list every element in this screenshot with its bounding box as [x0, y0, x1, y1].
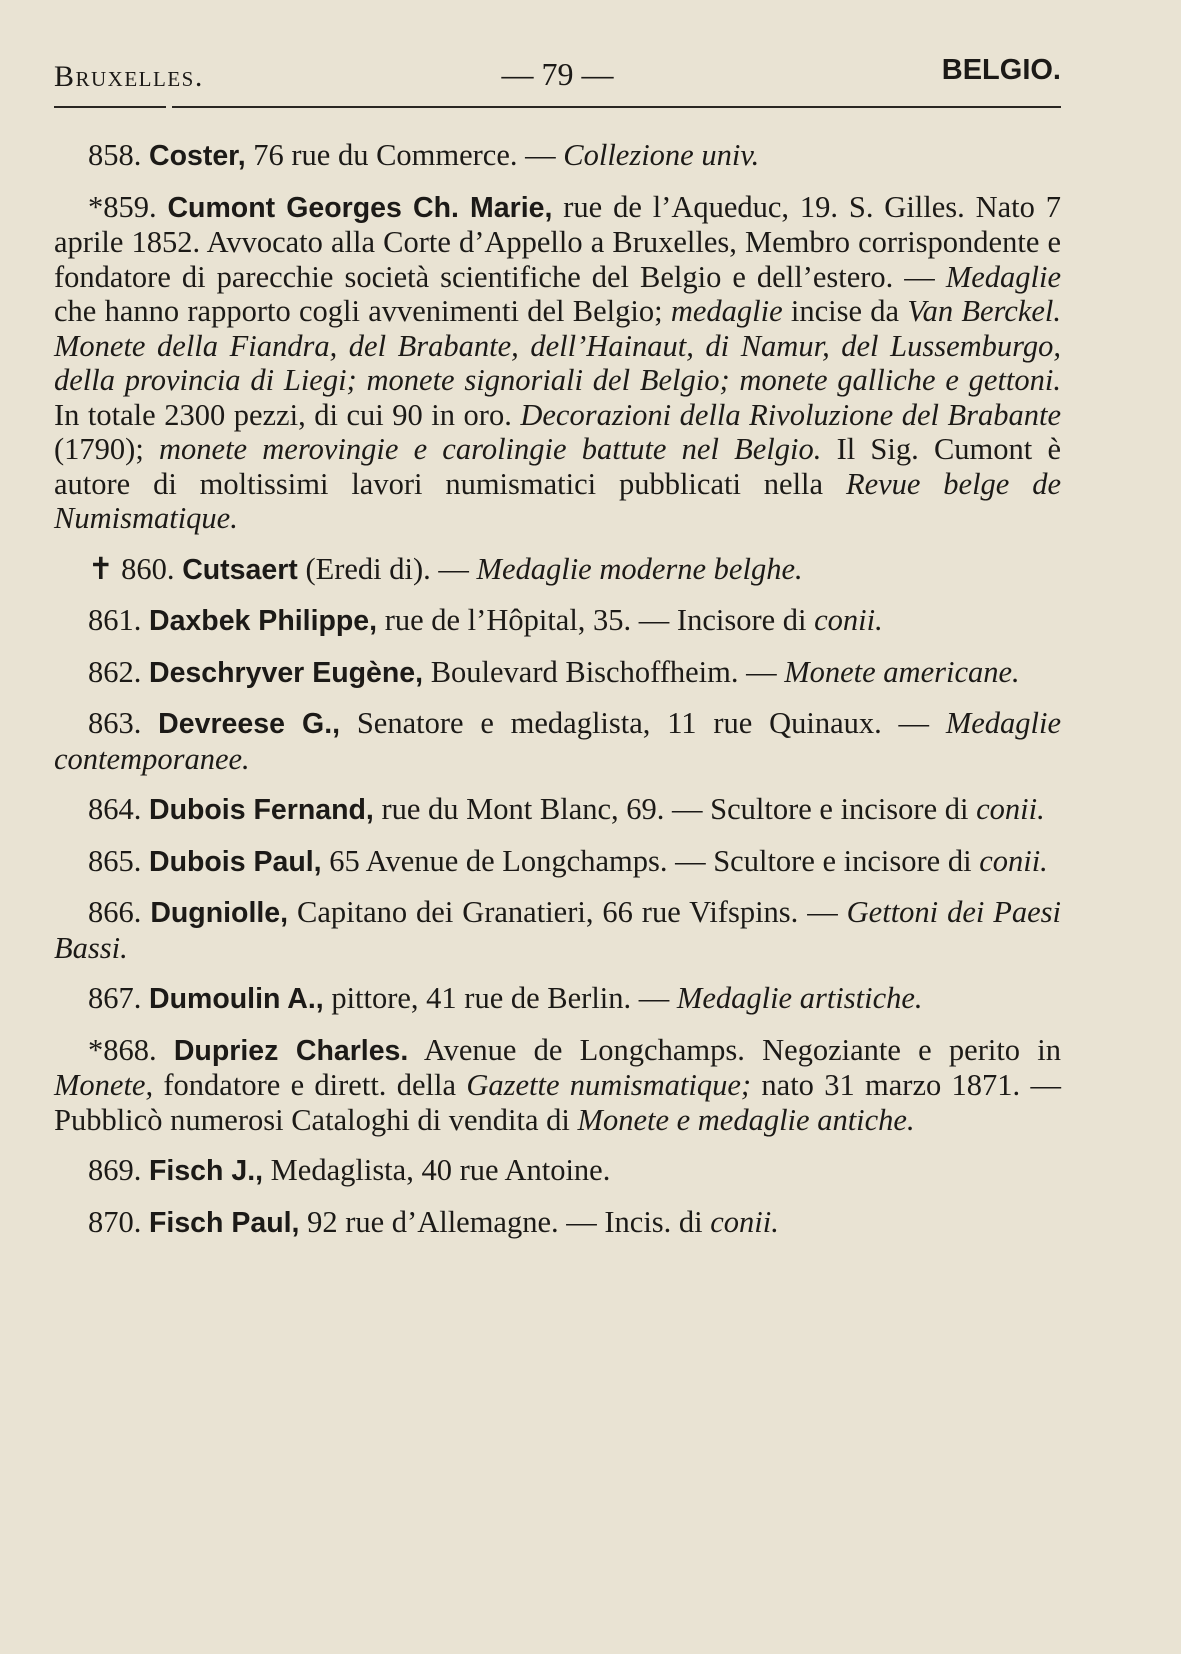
entry-number: 869.: [88, 1153, 142, 1187]
entry-number: 870.: [88, 1204, 142, 1239]
entry-870: [54, 1205, 1061, 1241]
entry-858: [54, 138, 1061, 174]
entry-868: [54, 1033, 1061, 1138]
entry-text: 92 rue d’Allemagne. — Incis. di: [299, 1204, 711, 1239]
entry-name: Dupriez Charles.: [173, 1034, 409, 1067]
entry-name: Dubois Fernand,: [149, 794, 374, 826]
entry-italic: conii.: [814, 603, 883, 637]
entry-number: *859.: [88, 189, 157, 224]
entry-text: pittore, 41 rue de Berlin. —: [323, 981, 677, 1015]
entry-text: Medaglista, 40 rue Antoine.: [263, 1153, 611, 1187]
entry-864: [54, 792, 1061, 828]
entry-name: Deschryver Eugène,: [149, 656, 424, 689]
entry-italic: Monete americane.: [784, 654, 1020, 689]
entry-name: Devreese G.,: [158, 708, 341, 740]
entry-italic: Collezione univ.: [563, 138, 760, 172]
entry-text: incise da: [782, 294, 908, 328]
entry-860: [54, 552, 1061, 588]
entry-italic: conii.: [979, 843, 1048, 878]
entry-italic: Monete e medaglie antiche.: [577, 1102, 915, 1137]
entry-number: 865.: [88, 843, 142, 878]
header-rule: [54, 106, 1061, 108]
entry-861: [54, 603, 1061, 639]
entry-name: Dugniolle,: [150, 897, 289, 929]
entry-867: [54, 981, 1061, 1017]
entry-text: Avenue de Longchamps. Negoziante e perito in: [408, 1032, 1061, 1067]
entry-italic: Medaglie moderne belghe.: [476, 551, 803, 586]
entry-italic: Revue belge de Numismatique.: [54, 466, 1061, 535]
entry-text: 76 rue du Commerce. —: [245, 138, 564, 172]
entry-text: fondatore e dirett. della: [153, 1068, 467, 1102]
entry-number: 864.: [88, 792, 142, 826]
entry-number: 858.: [88, 138, 142, 172]
entry-text: rue du Mont Blanc, 69. — Scultore e incisore di: [373, 792, 977, 826]
header-country: BELGIO.: [941, 54, 1061, 86]
entry-italic: monete merovingie e carolingie battute nel Belgio.: [159, 432, 822, 466]
entry-italic: Monete,: [54, 1068, 154, 1102]
entry-number: ✝ 860.: [88, 551, 175, 586]
entry-text: Capitano dei Granatieri, 66 rue Vifspins. —: [288, 895, 847, 929]
entry-text: In totale 2300 pezzi, di cui 90 in oro.: [54, 397, 521, 432]
entry-869: [54, 1153, 1061, 1189]
entry-text: Boulevard Bischoffheim. —: [423, 654, 785, 689]
entry-italic: conii.: [976, 792, 1045, 826]
entry-name: Cutsaert: [182, 553, 298, 586]
entry-number: 862.: [88, 654, 142, 689]
entry-number: 866.: [88, 895, 142, 929]
entry-text: Il Sig. Cumont è autore di moltissimi lavori numismatici pubblicati nella: [54, 432, 1061, 501]
entry-italic: Gazette numismatique;: [466, 1068, 752, 1102]
entry-name: Daxbek Philippe,: [149, 605, 378, 637]
entry-text: (1790);: [54, 432, 159, 466]
entry-number: 863.: [88, 706, 142, 740]
entry-text: rue de l’Aqueduc, 19. S. Gilles. Nato 7 aprile 1852. Avvocato alla Corte d’Appello a Bruxelles, Membro corrispondente e fondatore di parecchie società scientifiche del Belgio e dell’estero. —: [54, 189, 1061, 294]
running-header: [54, 52, 1061, 98]
entry-text: che hanno rapporto cogli avvenimenti del Belgio;: [54, 294, 671, 328]
entry-italic: Medaglie contemporanee.: [54, 706, 1062, 776]
header-city: Bruxelles.: [54, 60, 204, 93]
entry-name: Fisch Paul,: [149, 1206, 300, 1239]
entry-859: [54, 190, 1061, 536]
entry-name: Coster,: [149, 140, 246, 172]
entry-italic: Van Berckel. Monete della Fiandra, del Brabante, dell’Hainaut, di Namur, del Lussemburgo, della provincia di Liegi; monete signoriali del Belgio; monete galliche e gettoni.: [54, 294, 1061, 397]
entry-italic: conii.: [710, 1204, 779, 1239]
entry-862: [54, 655, 1061, 691]
entry-italic: Decorazioni della Rivoluzione del Brabante: [520, 397, 1061, 432]
entry-name: Dubois Paul,: [149, 845, 322, 878]
entry-number: 861.: [88, 603, 142, 637]
entry-italic: medaglie: [670, 294, 783, 328]
entry-number: *868.: [88, 1032, 157, 1067]
entry-italic: Medaglie artistiche.: [676, 981, 923, 1015]
page-number: — 79 —: [501, 56, 614, 92]
entry-text: 65 Avenue de Longchamps. — Scultore e incisore di: [321, 843, 980, 878]
entry-865: [54, 844, 1061, 880]
entry-text: nato 31 marzo 1871. — Pubblicò numerosi Cataloghi di vendita di: [54, 1068, 1061, 1137]
entry-italic: Gettoni dei Paesi Bassi.: [54, 895, 1062, 965]
entry-name: Dumoulin A.,: [149, 983, 324, 1015]
entry-text: rue de l’Hôpital, 35. — Incisore di: [377, 603, 815, 637]
entry-text: Senatore e medaglista, 11 rue Quinaux. —: [340, 706, 946, 740]
entry-866: [54, 895, 1061, 965]
entry-italic: Medaglie: [945, 259, 1061, 294]
entry-863: [54, 706, 1061, 776]
entry-number: 867.: [88, 981, 142, 1015]
entry-list: [54, 138, 1061, 1240]
entry-name: Fisch J.,: [149, 1155, 264, 1187]
entry-name: Cumont Georges Ch. Marie,: [167, 191, 553, 224]
entry-text: (Eredi di). —: [297, 551, 477, 586]
